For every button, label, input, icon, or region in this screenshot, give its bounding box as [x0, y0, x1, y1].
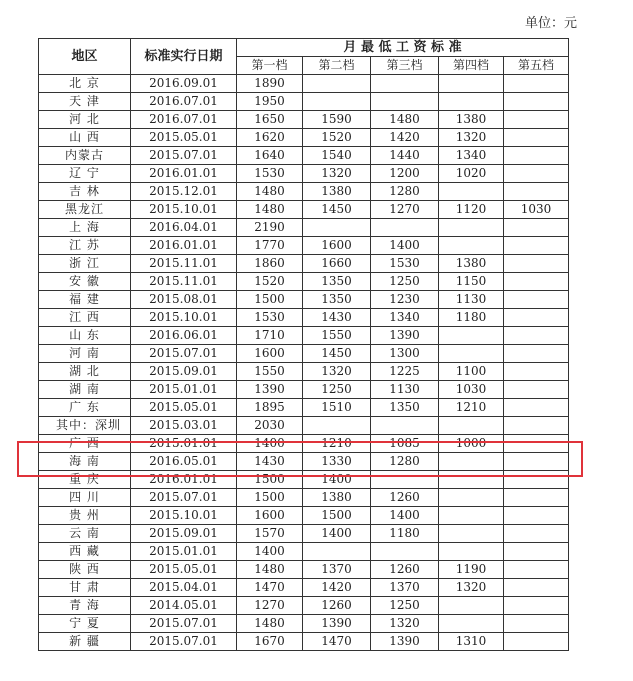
date-cell: 2016.04.01: [131, 219, 237, 237]
header-tier-1: 第一档: [237, 57, 303, 75]
tier-2-cell: 1420: [303, 579, 371, 597]
date-cell: 2015.10.01: [131, 507, 237, 525]
tier-2-cell: 1350: [303, 273, 371, 291]
date-cell: 2016.07.01: [131, 111, 237, 129]
tier-1-cell: 2030: [237, 417, 303, 435]
tier-2-cell: 1320: [303, 363, 371, 381]
tier-4-cell: [439, 489, 504, 507]
tier-5-cell: [504, 399, 569, 417]
date-cell: 2015.07.01: [131, 489, 237, 507]
tier-1-cell: 1500: [237, 471, 303, 489]
tier-3-cell: 1180: [371, 525, 439, 543]
tier-5-cell: [504, 543, 569, 561]
tier-2-cell: 1400: [303, 471, 371, 489]
tier-3-cell: 1320: [371, 615, 439, 633]
region-cell: 湖 南: [39, 381, 131, 399]
tier-5-cell: [504, 273, 569, 291]
tier-1-cell: 1710: [237, 327, 303, 345]
tier-3-cell: 1280: [371, 183, 439, 201]
tier-4-cell: [439, 183, 504, 201]
tier-5-cell: [504, 381, 569, 399]
region-cell: 上 海: [39, 219, 131, 237]
tier-2-cell: 1250: [303, 381, 371, 399]
tier-1-cell: 1530: [237, 165, 303, 183]
tier-1-cell: 1520: [237, 273, 303, 291]
tier-1-cell: 1480: [237, 615, 303, 633]
tier-1-cell: 1390: [237, 381, 303, 399]
tier-4-cell: 1180: [439, 309, 504, 327]
tier-3-cell: 1130: [371, 381, 439, 399]
tier-2-cell: [303, 543, 371, 561]
tier-1-cell: 1430: [237, 453, 303, 471]
table-row: [39, 525, 569, 543]
unit-label: 单位：元: [524, 16, 577, 31]
region-cell: 江 西: [39, 309, 131, 327]
table-row: [39, 309, 569, 327]
date-cell: 2015.05.01: [131, 399, 237, 417]
table-row: [39, 273, 569, 291]
tier-5-cell: [504, 291, 569, 309]
tier-4-cell: 1100: [439, 363, 504, 381]
table-row: [39, 291, 569, 309]
tier-5-cell: [504, 75, 569, 93]
tier-3-cell: 1250: [371, 273, 439, 291]
tier-3-cell: 1260: [371, 561, 439, 579]
tier-4-cell: [439, 327, 504, 345]
tier-5-cell: [504, 633, 569, 651]
tier-3-cell: 1390: [371, 327, 439, 345]
date-cell: 2016.01.01: [131, 237, 237, 255]
tier-5-cell: [504, 363, 569, 381]
table-row: [39, 579, 569, 597]
date-cell: 2015.12.01: [131, 183, 237, 201]
tier-2-cell: 1370: [303, 561, 371, 579]
tier-4-cell: [439, 597, 504, 615]
tier-2-cell: 1260: [303, 597, 371, 615]
tier-3-cell: 1270: [371, 201, 439, 219]
tier-1-cell: 1530: [237, 309, 303, 327]
region-cell: 内蒙古: [39, 147, 131, 165]
region-cell: 贵 州: [39, 507, 131, 525]
tier-4-cell: [439, 615, 504, 633]
date-cell: 2015.10.01: [131, 201, 237, 219]
tier-2-cell: [303, 75, 371, 93]
tier-2-cell: 1380: [303, 183, 371, 201]
tier-3-cell: 1400: [371, 237, 439, 255]
date-cell: 2015.10.01: [131, 309, 237, 327]
tier-2-cell: 1520: [303, 129, 371, 147]
region-cell: 福 建: [39, 291, 131, 309]
table-row: [39, 597, 569, 615]
tier-1-cell: 1895: [237, 399, 303, 417]
table-row: [39, 399, 569, 417]
tier-4-cell: [439, 93, 504, 111]
date-cell: 2015.11.01: [131, 255, 237, 273]
tier-4-cell: [439, 75, 504, 93]
tier-1-cell: 1890: [237, 75, 303, 93]
tier-5-cell: [504, 165, 569, 183]
tier-2-cell: 1500: [303, 507, 371, 525]
table-row: [39, 165, 569, 183]
tier-4-cell: 1130: [439, 291, 504, 309]
date-cell: 2015.07.01: [131, 615, 237, 633]
tier-5-cell: [504, 111, 569, 129]
region-cell: 广 西: [39, 435, 131, 453]
tier-2-cell: 1660: [303, 255, 371, 273]
region-cell: 云 南: [39, 525, 131, 543]
region-cell: 甘 肃: [39, 579, 131, 597]
tier-1-cell: 1600: [237, 507, 303, 525]
tier-4-cell: 1380: [439, 111, 504, 129]
tier-3-cell: 1200: [371, 165, 439, 183]
tier-3-cell: [371, 93, 439, 111]
region-cell: 陕 西: [39, 561, 131, 579]
minimum-wage-table: [38, 38, 569, 651]
table-row: [39, 363, 569, 381]
tier-1-cell: 1620: [237, 129, 303, 147]
tier-2-cell: 1210: [303, 435, 371, 453]
tier-2-cell: 1350: [303, 291, 371, 309]
tier-3-cell: 1260: [371, 489, 439, 507]
table-row: [39, 93, 569, 111]
tier-3-cell: 1250: [371, 597, 439, 615]
date-cell: 2016.07.01: [131, 93, 237, 111]
header-tier-3: 第三档: [371, 57, 439, 75]
tier-1-cell: 1500: [237, 291, 303, 309]
tier-2-cell: [303, 219, 371, 237]
tier-5-cell: [504, 561, 569, 579]
tier-1-cell: 1860: [237, 255, 303, 273]
tier-4-cell: 1190: [439, 561, 504, 579]
region-cell: 湖 北: [39, 363, 131, 381]
tier-5-cell: [504, 615, 569, 633]
tier-2-cell: [303, 93, 371, 111]
tier-5-cell: [504, 255, 569, 273]
tier-1-cell: 1500: [237, 489, 303, 507]
table-row: [39, 219, 569, 237]
tier-4-cell: 1150: [439, 273, 504, 291]
region-cell: 河 南: [39, 345, 131, 363]
tier-4-cell: 1340: [439, 147, 504, 165]
tier-1-cell: 1470: [237, 579, 303, 597]
tier-1-cell: 1480: [237, 183, 303, 201]
tier-2-cell: 1400: [303, 525, 371, 543]
region-cell: 广 东: [39, 399, 131, 417]
region-cell: 河 北: [39, 111, 131, 129]
tier-4-cell: [439, 417, 504, 435]
tier-5-cell: [504, 579, 569, 597]
date-cell: 2015.09.01: [131, 363, 237, 381]
tier-5-cell: [504, 417, 569, 435]
tier-4-cell: [439, 219, 504, 237]
tier-2-cell: 1430: [303, 309, 371, 327]
tier-3-cell: 1340: [371, 309, 439, 327]
tier-4-cell: 1210: [439, 399, 504, 417]
table-row: [39, 327, 569, 345]
date-cell: 2016.01.01: [131, 165, 237, 183]
tier-1-cell: 1670: [237, 633, 303, 651]
tier-5-cell: [504, 219, 569, 237]
tier-3-cell: 1225: [371, 363, 439, 381]
tier-5-cell: [504, 345, 569, 363]
tier-5-cell: [504, 129, 569, 147]
region-cell: 吉 林: [39, 183, 131, 201]
date-cell: 2015.01.01: [131, 435, 237, 453]
region-cell: 四 川: [39, 489, 131, 507]
tier-2-cell: 1540: [303, 147, 371, 165]
header-region: 地区: [39, 39, 131, 75]
tier-3-cell: 1530: [371, 255, 439, 273]
tier-4-cell: [439, 543, 504, 561]
tier-1-cell: 1640: [237, 147, 303, 165]
tier-3-cell: 1280: [371, 453, 439, 471]
tier-4-cell: [439, 237, 504, 255]
date-cell: 2015.07.01: [131, 147, 237, 165]
region-cell: 江 苏: [39, 237, 131, 255]
tier-2-cell: 1380: [303, 489, 371, 507]
table-row: [39, 381, 569, 399]
date-cell: 2016.05.01: [131, 453, 237, 471]
table-row: [39, 417, 569, 435]
date-cell: 2015.03.01: [131, 417, 237, 435]
tier-1-cell: 1270: [237, 597, 303, 615]
tier-3-cell: 1400: [371, 507, 439, 525]
tier-3-cell: 1230: [371, 291, 439, 309]
tier-2-cell: 1450: [303, 345, 371, 363]
tier-4-cell: 1030: [439, 381, 504, 399]
region-cell: 山 东: [39, 327, 131, 345]
tier-5-cell: [504, 309, 569, 327]
tier-4-cell: [439, 507, 504, 525]
table-row: [39, 147, 569, 165]
tier-4-cell: 1310: [439, 633, 504, 651]
date-cell: 2015.05.01: [131, 561, 237, 579]
tier-3-cell: 1370: [371, 579, 439, 597]
tier-4-cell: 1020: [439, 165, 504, 183]
region-cell: 浙 江: [39, 255, 131, 273]
tier-5-cell: [504, 507, 569, 525]
tier-3-cell: [371, 417, 439, 435]
tier-3-cell: 1300: [371, 345, 439, 363]
date-cell: 2016.01.01: [131, 471, 237, 489]
tier-3-cell: 1480: [371, 111, 439, 129]
table-row: [39, 561, 569, 579]
tier-2-cell: 1510: [303, 399, 371, 417]
tier-2-cell: 1330: [303, 453, 371, 471]
tier-1-cell: 2190: [237, 219, 303, 237]
date-cell: 2015.11.01: [131, 273, 237, 291]
tier-5-cell: 1030: [504, 201, 569, 219]
tier-5-cell: [504, 93, 569, 111]
tier-1-cell: 1600: [237, 345, 303, 363]
region-cell: 宁 夏: [39, 615, 131, 633]
region-cell: 安 徽: [39, 273, 131, 291]
tier-4-cell: 1120: [439, 201, 504, 219]
tier-3-cell: 1350: [371, 399, 439, 417]
tier-1-cell: 1550: [237, 363, 303, 381]
tier-5-cell: [504, 597, 569, 615]
region-cell: 其中：深圳: [39, 417, 131, 435]
table-body: [39, 75, 569, 651]
date-cell: 2016.06.01: [131, 327, 237, 345]
table-row: [39, 201, 569, 219]
tier-2-cell: 1550: [303, 327, 371, 345]
tier-3-cell: [371, 543, 439, 561]
date-cell: 2015.01.01: [131, 543, 237, 561]
table-row: [39, 75, 569, 93]
region-cell: 海 南: [39, 453, 131, 471]
region-cell: 北 京: [39, 75, 131, 93]
region-cell: 西 藏: [39, 543, 131, 561]
table-row: [39, 615, 569, 633]
tier-1-cell: 1400: [237, 435, 303, 453]
tier-1-cell: 1950: [237, 93, 303, 111]
region-cell: 山 西: [39, 129, 131, 147]
table-row: [39, 111, 569, 129]
tier-4-cell: 1000: [439, 435, 504, 453]
table-row: [39, 489, 569, 507]
header-standard: 月 最 低 工 资 标 准: [237, 39, 569, 57]
tier-1-cell: 1400: [237, 543, 303, 561]
region-cell: 青 海: [39, 597, 131, 615]
tier-3-cell: [371, 219, 439, 237]
tier-4-cell: [439, 345, 504, 363]
tier-5-cell: [504, 489, 569, 507]
tier-5-cell: [504, 237, 569, 255]
date-cell: 2015.09.01: [131, 525, 237, 543]
tier-2-cell: 1590: [303, 111, 371, 129]
tier-2-cell: 1600: [303, 237, 371, 255]
region-cell: 新 疆: [39, 633, 131, 651]
tier-5-cell: [504, 183, 569, 201]
header-date: 标准实行日期: [131, 39, 237, 75]
date-cell: 2015.08.01: [131, 291, 237, 309]
date-cell: 2015.04.01: [131, 579, 237, 597]
tier-4-cell: 1320: [439, 129, 504, 147]
table-row: [39, 507, 569, 525]
tier-5-cell: [504, 327, 569, 345]
tier-3-cell: 1390: [371, 633, 439, 651]
header-tier-4: 第四档: [439, 57, 504, 75]
region-cell: 重 庆: [39, 471, 131, 489]
region-cell: 辽 宁: [39, 165, 131, 183]
table-row: [39, 255, 569, 273]
highlight-box: [17, 441, 583, 477]
date-cell: 2016.09.01: [131, 75, 237, 93]
tier-5-cell: [504, 525, 569, 543]
date-cell: 2015.07.01: [131, 633, 237, 651]
tier-4-cell: 1380: [439, 255, 504, 273]
tier-2-cell: 1450: [303, 201, 371, 219]
tier-2-cell: 1470: [303, 633, 371, 651]
tier-1-cell: 1770: [237, 237, 303, 255]
tier-1-cell: 1650: [237, 111, 303, 129]
tier-3-cell: 1420: [371, 129, 439, 147]
date-cell: 2015.01.01: [131, 381, 237, 399]
date-cell: 2015.05.01: [131, 129, 237, 147]
tier-3-cell: 1085: [371, 435, 439, 453]
tier-2-cell: 1320: [303, 165, 371, 183]
header-tier-5: 第五档: [504, 57, 569, 75]
tier-1-cell: 1570: [237, 525, 303, 543]
table-row: [39, 543, 569, 561]
region-cell: 黑龙江: [39, 201, 131, 219]
tier-2-cell: 1390: [303, 615, 371, 633]
tier-3-cell: [371, 75, 439, 93]
table-row: [39, 345, 569, 363]
tier-2-cell: [303, 417, 371, 435]
table-row: [39, 183, 569, 201]
tier-4-cell: 1320: [439, 579, 504, 597]
header-tier-2: 第二档: [303, 57, 371, 75]
table-row: [39, 237, 569, 255]
tier-1-cell: 1480: [237, 561, 303, 579]
table-row: [39, 129, 569, 147]
tier-5-cell: [504, 147, 569, 165]
tier-1-cell: 1480: [237, 201, 303, 219]
tier-4-cell: [439, 525, 504, 543]
tier-3-cell: 1440: [371, 147, 439, 165]
date-cell: 2015.07.01: [131, 345, 237, 363]
region-cell: 天 津: [39, 93, 131, 111]
table-row: [39, 633, 569, 651]
date-cell: 2014.05.01: [131, 597, 237, 615]
